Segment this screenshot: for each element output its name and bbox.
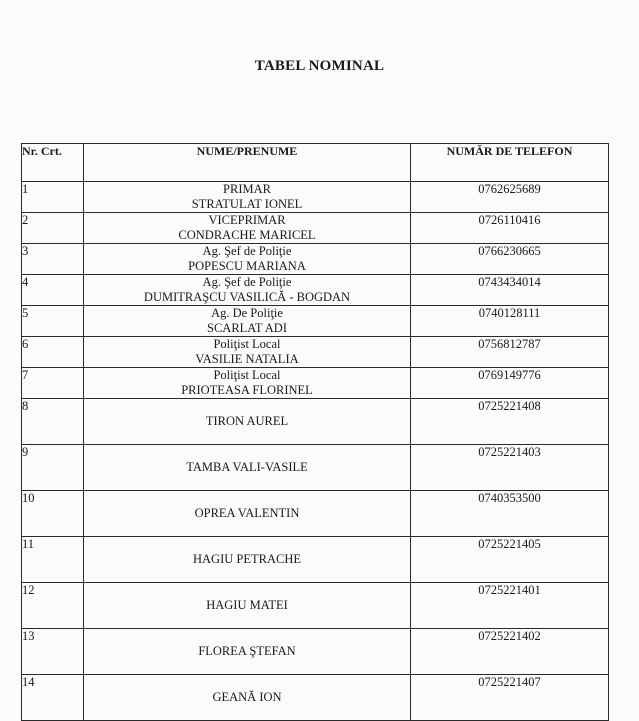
row-name: GEANĂ ION [84, 675, 411, 721]
row-name-cell [84, 244, 411, 275]
row-number: 2 [22, 213, 84, 244]
row-number: 6 [22, 337, 84, 368]
row-number: 10 [22, 491, 84, 537]
row-number: 3 [22, 244, 84, 275]
row-phone: 0740128111 [411, 306, 609, 337]
table-row [22, 368, 609, 399]
row-role: Ag. De Poliţie [211, 306, 283, 320]
row-number: 4 [22, 275, 84, 306]
row-number: 5 [22, 306, 84, 337]
row-number: 14 [22, 675, 84, 721]
row-phone: 0769149776 [411, 368, 609, 399]
table-row [22, 445, 609, 491]
table-row [22, 583, 609, 629]
table-row [22, 182, 609, 213]
row-phone: 0740353500 [411, 491, 609, 537]
header-name: NUME/PRENUME [84, 144, 411, 182]
table-row [22, 337, 609, 368]
row-phone: 0725221402 [411, 629, 609, 675]
row-name-cell [84, 368, 411, 399]
row-name: FLOREA ŞTEFAN [84, 629, 411, 675]
row-phone: 0725221401 [411, 583, 609, 629]
row-phone: 0756812787 [411, 337, 609, 368]
row-name-cell [84, 275, 411, 306]
row-name: HAGIU MATEI [84, 583, 411, 629]
header-phone: NUMĂR DE TELEFON [411, 144, 609, 182]
row-name-cell [84, 213, 411, 244]
row-name: HAGIU PETRACHE [84, 537, 411, 583]
row-name: OPREA VALENTIN [84, 491, 411, 537]
row-number: 12 [22, 583, 84, 629]
row-number: 8 [22, 399, 84, 445]
table-row [22, 213, 609, 244]
row-role: Poliţist Local [213, 368, 281, 382]
table-row [22, 491, 609, 537]
row-phone: 0726110416 [411, 213, 609, 244]
table-header-row [22, 144, 609, 182]
table-row [22, 275, 609, 306]
row-phone: 0725221408 [411, 399, 609, 445]
row-phone: 0725221407 [411, 675, 609, 721]
row-number: 13 [22, 629, 84, 675]
row-role: Poliţist Local [213, 337, 281, 351]
row-role: PRIMAR [223, 182, 271, 196]
row-name: CONDRACHE MARICEL [178, 228, 316, 242]
row-role: Ag. Şef de Poliţie [202, 244, 292, 258]
row-name: STRATULAT IONEL [191, 197, 303, 211]
row-name: TIRON AUREL [84, 399, 411, 445]
header-nr: Nr. Crt. [22, 144, 84, 182]
table-row [22, 537, 609, 583]
nominal-table [21, 143, 609, 721]
row-role: Ag. Şef de Poliţie [202, 275, 292, 289]
row-phone: 0762625689 [411, 182, 609, 213]
row-name-cell [84, 182, 411, 213]
row-name: SCARLAT ADI [207, 321, 287, 335]
row-phone: 0725221403 [411, 445, 609, 491]
row-number: 11 [22, 537, 84, 583]
table-row [22, 629, 609, 675]
table-row [22, 399, 609, 445]
row-name: VASILIE NATALIA [195, 352, 299, 366]
document-title: TABEL NOMINAL [254, 58, 385, 74]
row-name: POPESCU MARIANA [188, 259, 306, 273]
row-phone: 0725221405 [411, 537, 609, 583]
table-row [22, 244, 609, 275]
table-row [22, 675, 609, 721]
row-number: 9 [22, 445, 84, 491]
row-name: DUMITRAŞCU VASILICĂ - BOGDAN [143, 290, 351, 304]
table-row [22, 306, 609, 337]
row-number: 1 [22, 182, 84, 213]
row-name: TAMBA VALI-VASILE [84, 445, 411, 491]
row-phone: 0766230665 [411, 244, 609, 275]
row-name-cell [84, 337, 411, 368]
row-name: PRIOTEASA FLORINEL [181, 383, 313, 397]
row-role: VICEPRIMAR [208, 213, 286, 227]
row-phone: 0743434014 [411, 275, 609, 306]
row-number: 7 [22, 368, 84, 399]
row-name-cell [84, 306, 411, 337]
